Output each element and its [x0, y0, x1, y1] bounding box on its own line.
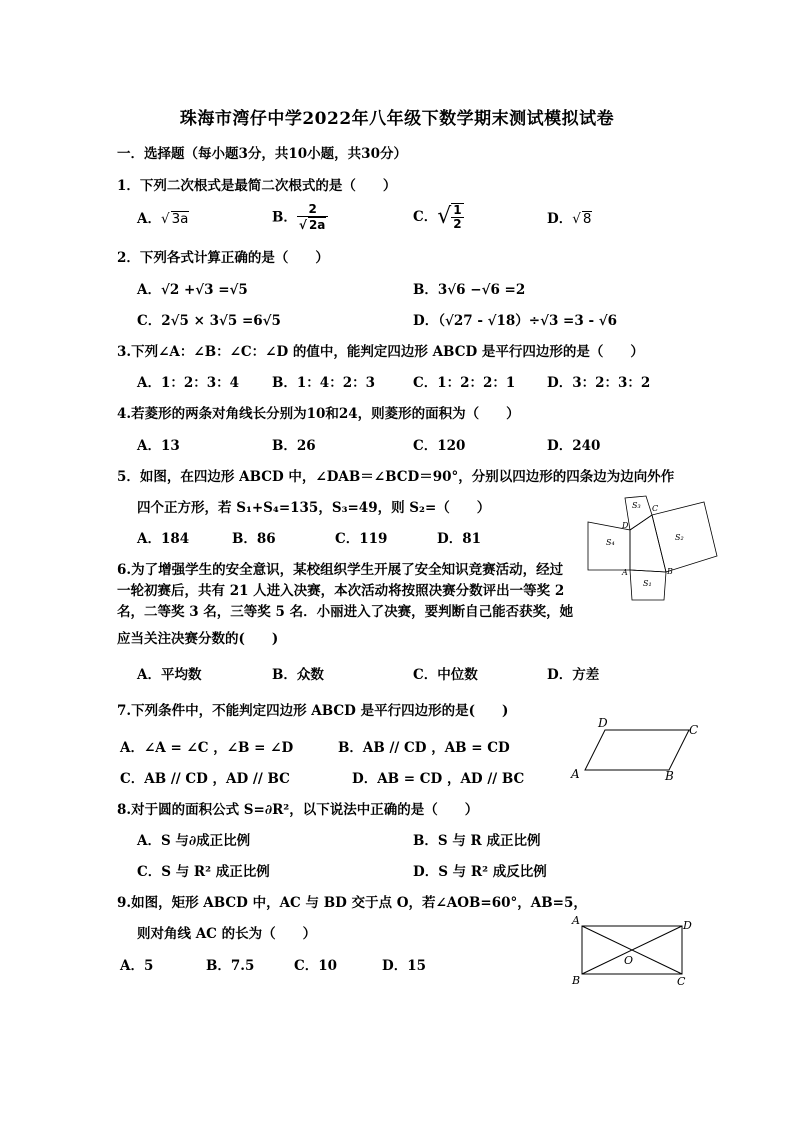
question-8-stem: 8.对于圆的面积公式 S=∂R²，以下说法中正确的是（ ） — [117, 802, 479, 818]
question-6-line1: 6.为了增强学生的安全意识，某校组织学生开展了安全知识竞赛活动，经过 — [117, 562, 564, 578]
fig7-label-b: B — [665, 769, 674, 782]
q8-option-d: D．S 与 R² 成反比例 — [413, 864, 547, 880]
fig9-label-d: D — [683, 919, 692, 932]
fig9-label-c: C — [677, 975, 686, 988]
question-6-line4: 应当关注决赛分数的( ) — [117, 631, 279, 647]
fig5-label-c: C — [652, 504, 659, 513]
q5-option-d: D．81 — [437, 531, 481, 547]
fig7-label-c: C — [689, 723, 699, 737]
q5-squares-figure — [580, 490, 720, 602]
fig5-label-b: B — [667, 567, 673, 576]
q9-option-a: A．5 — [120, 958, 154, 974]
q6-option-d: D．方差 — [547, 667, 600, 683]
q9-option-c: C．10 — [294, 958, 338, 974]
q2-option-a: A．√2 +√3 =√5 — [137, 282, 248, 298]
fig5-label-s3: S₃ — [632, 501, 641, 510]
q6-option-a: A．平均数 — [137, 667, 202, 683]
q2-option-b: B．3√6 −√6 =2 — [413, 282, 526, 298]
q8-option-a: A．S 与∂成正比例 — [137, 833, 251, 849]
q3-option-a: A．1：2：3：4 — [137, 375, 240, 391]
q3-option-c: C．1：2：2：1 — [413, 375, 516, 391]
question-2-stem: 2．下列各式计算正确的是（ ） — [117, 250, 329, 266]
q4-option-c: C．120 — [413, 438, 466, 454]
q6-option-b: B．众数 — [272, 667, 324, 683]
q7-option-b: B．AB // CD ，AB = CD — [338, 740, 510, 756]
question-1-stem: 1．下列二次根式是最简二次根式的是（ ） — [117, 178, 397, 194]
question-4-stem: 4.若菱形的两条对角线长分别为10和24，则菱形的面积为（ ） — [117, 406, 520, 422]
q7-option-c: C．AB // CD ，AD // BC — [120, 771, 290, 787]
question-9-line1: 9.如图，矩形 ABCD 中，AC 与 BD 交于点 O，若∠AOB=60°，AB=5， — [117, 895, 587, 911]
q7-option-a: A．∠A = ∠C ，∠B = ∠D — [120, 740, 294, 756]
page-title: 珠海市湾仔中学2022年八年级下数学期末测试模拟试卷 — [179, 109, 615, 129]
q1-option-a: A．√ 3a — [137, 211, 189, 227]
q3-option-d: D．3：2：3：2 — [547, 375, 651, 391]
fig5-label-s4: S₄ — [606, 538, 615, 547]
q5-option-b: B．86 — [232, 531, 276, 547]
q5-option-c: C．119 — [335, 531, 388, 547]
q2-option-d: D．（√27 - √18）÷√3 =3 - √6 — [413, 313, 618, 329]
fig9-label-o: O — [624, 954, 634, 967]
q4-option-a: A．13 — [137, 438, 180, 454]
question-5-stem-line2: 四个正方形，若 S₁+S₄=135，S₃=49，则 S₂=（ ） — [137, 500, 491, 516]
question-9-line2: 则对角线 AC 的长为（ ） — [137, 926, 317, 942]
q1-option-b: B． $\frac{2}{√ 2a}$ — [272, 203, 328, 232]
q3-option-b: B．1：4：2：3 — [272, 375, 375, 391]
question-6-line2: 一轮初赛后，共有 21 人进入决赛，本次活动将按照决赛分数评出一等奖 2 — [117, 583, 565, 599]
q4-option-b: B．26 — [272, 438, 316, 454]
q8-option-b: B．S 与 R 成正比例 — [413, 833, 541, 849]
fig9-label-b: B — [572, 974, 581, 987]
q7-option-d: D．AB = CD ，AD // BC — [352, 771, 525, 787]
q9-option-b: B．7.5 — [206, 958, 255, 974]
fig5-label-s1: S₁ — [643, 579, 652, 588]
fig9-label-a: A — [572, 914, 580, 927]
q2-option-c: C．2√5 × 3√5 =6√5 — [137, 313, 281, 329]
question-5-stem-line1: 5．如图，在四边形 ABCD 中，∠DAB＝∠BCD＝90°，分别以四边形的四条边为边向外作 — [117, 469, 675, 485]
fig7-label-d: D — [598, 716, 608, 730]
q1-option-d: D．√ 8 — [547, 211, 592, 227]
q4-option-d: D．240 — [547, 438, 601, 454]
q7-parallelogram-figure — [565, 712, 705, 782]
question-6-line3: 名，二等奖 3 名，三等奖 5 名．小丽进入了决赛，要判断自己能否获奖，她 — [117, 604, 574, 620]
fig7-label-a: A — [571, 767, 580, 781]
q9-rectangle-figure — [566, 912, 702, 988]
question-7-stem: 7.下列条件中，不能判定四边形 ABCD 是平行四边形的是( ) — [117, 703, 509, 719]
q9-option-d: D．15 — [382, 958, 426, 974]
q8-option-c: C．S 与 R² 成正比例 — [137, 864, 270, 880]
section-heading: 一．选择题（每小题3分，共10小题，共30分） — [117, 146, 407, 162]
question-3-stem: 3.下列∠A：∠B：∠C：∠D 的值中，能判定四边形 ABCD 是平行四边形的是（ ） — [117, 344, 644, 360]
fig5-label-d: D — [622, 521, 629, 530]
q5-option-a: A．184 — [137, 531, 190, 547]
q6-option-c: C．中位数 — [413, 667, 478, 683]
fig5-label-s2: S₂ — [675, 533, 684, 542]
fig5-label-a: A — [622, 568, 628, 577]
q1-option-c: C．√ $\frac{1}{2}$ — [413, 203, 462, 231]
